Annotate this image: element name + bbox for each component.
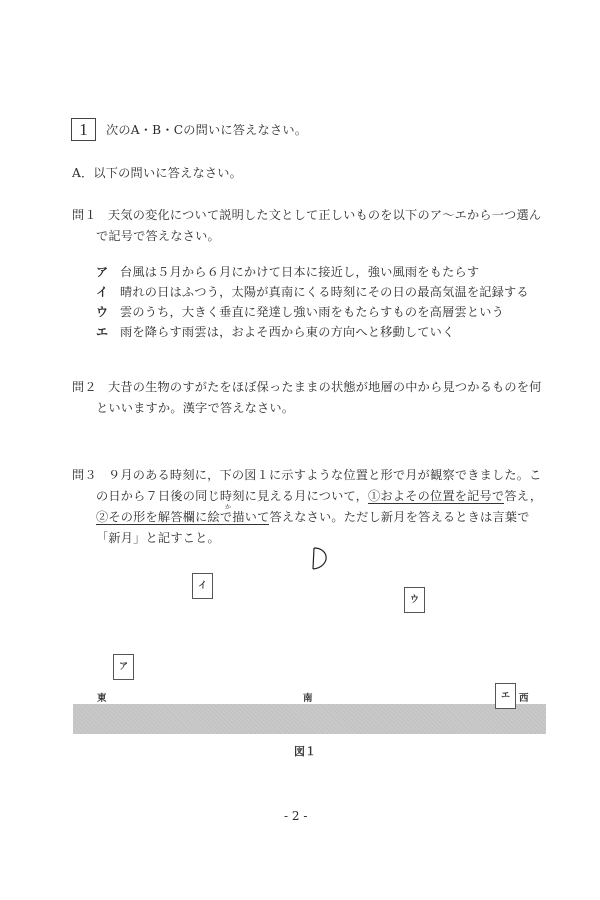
q1-option-u bbox=[96, 303, 504, 320]
position-label-a: ア bbox=[113, 654, 134, 680]
section-a-title: A．以下の問いに答えなさい。 bbox=[72, 166, 243, 180]
q1-text-line1: 天気の変化について説明した文として正しいものを以下のア〜エから一つ選ん bbox=[108, 208, 542, 222]
option-text: 雲のうち，大きく垂直に発達し強い雨をもたらすものを高層雲という bbox=[120, 305, 505, 319]
option-letter: イ bbox=[96, 285, 109, 299]
q3-underline-1: ①およその位置を記号で bbox=[368, 489, 505, 503]
q3-text-line4: 「新月」と記すこと。 bbox=[96, 531, 220, 545]
q2-text-line2: といいますか。漢字で答えなさい。 bbox=[96, 401, 295, 415]
q2-text-line1: 大昔の生物のすがたをほぼ保ったままの状態が地層の中から見つかるものを何 bbox=[108, 380, 542, 394]
q3-label: 問３ bbox=[72, 468, 97, 482]
q1-label: 問１ bbox=[72, 208, 97, 222]
option-text: 雨を降らす雨雲は，およそ西から東の方向へと移動していく bbox=[120, 325, 455, 339]
q3-text-line3 bbox=[96, 508, 530, 525]
q1-option-a bbox=[96, 263, 479, 280]
option-letter: エ bbox=[96, 325, 109, 339]
option-text: 晴れの日はふつう，太陽が真南にくる時刻にその日の最高気温を記録する bbox=[120, 285, 529, 299]
direction-south: 南 bbox=[303, 693, 313, 704]
figure-caption: 図１ bbox=[294, 745, 316, 758]
direction-west: 西 bbox=[519, 693, 529, 704]
position-label-u: ウ bbox=[404, 587, 425, 613]
position-label-i: イ bbox=[192, 573, 213, 599]
ground-horizon-band bbox=[73, 704, 546, 734]
direction-east: 東 bbox=[97, 693, 107, 704]
q3-line3-post: 答えなさい。ただし新月を答えるときは言葉で bbox=[269, 510, 530, 524]
page-number: - 2 - bbox=[284, 809, 308, 823]
q1-option-e bbox=[96, 323, 454, 340]
half-moon-icon bbox=[310, 546, 330, 572]
q1-option-i bbox=[96, 283, 529, 300]
q3-text-line2 bbox=[96, 487, 542, 504]
position-label-e: エ bbox=[495, 683, 516, 709]
ruby-ka: か bbox=[225, 504, 232, 511]
q1-text-line2: で記号で答えなさい。 bbox=[96, 229, 220, 243]
q3-underline-2: ②その形を解答欄に絵で描いて bbox=[96, 510, 270, 524]
option-letter: ア bbox=[96, 265, 109, 279]
option-text: 台風は５月から６月にかけて日本に接近し，強い風雨をもたらす bbox=[120, 265, 480, 279]
question-number-box: 1 bbox=[71, 118, 96, 141]
q3-line2-pre: の日から７日後の同じ時刻に見える月について， bbox=[96, 489, 369, 503]
q2-label: 問２ bbox=[72, 380, 97, 394]
q3-line2-post: 答え， bbox=[504, 489, 543, 503]
option-letter: ウ bbox=[96, 305, 109, 319]
header-instruction: 次のA・B・Cの問いに答えなさい。 bbox=[106, 123, 308, 137]
q3-text-line1: ９月のある時刻に，下の図１に示すような位置と形で月が観察できました。こ bbox=[108, 468, 542, 482]
